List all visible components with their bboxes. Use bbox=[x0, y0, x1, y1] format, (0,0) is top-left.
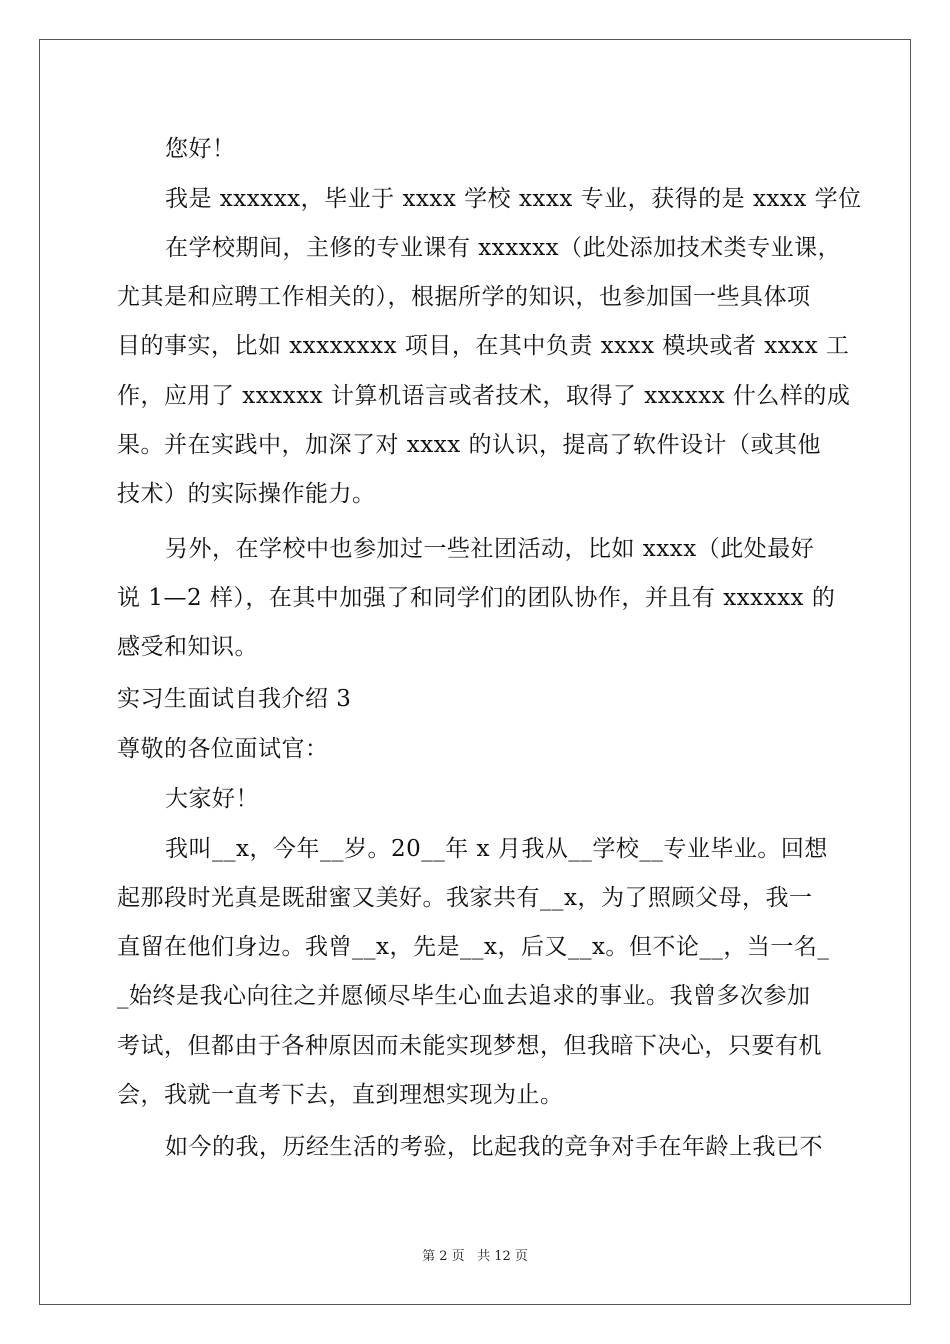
page-number: 第 2 页 bbox=[422, 1249, 465, 1264]
greeting-line: 您好！ bbox=[165, 136, 236, 162]
page-border bbox=[39, 39, 911, 1305]
greeting-line: 大家好！ bbox=[165, 786, 259, 812]
paragraph-line: 尤其是和应聘工作相关的），根据所学的知识，也参加国一些具体项 bbox=[117, 284, 811, 310]
paragraph-line: 考试，但都由于各种原因而未能实现梦想，但我暗下决心，只要有机 bbox=[117, 1033, 822, 1059]
paragraph-line: _始终是我心向往之并愿倾尽毕生心血去追求的事业。我曾多次参加 bbox=[117, 983, 811, 1009]
paragraph-line: 果。并在实践中，加深了对 xxxx 的认识，提高了软件设计（或其他 bbox=[117, 432, 822, 458]
paragraph-line: 感受和知识。 bbox=[117, 634, 258, 660]
paragraph-line: 我是 xxxxxx，毕业于 xxxx 学校 xxxx 专业，获得的是 xxxx 学位 bbox=[165, 186, 862, 212]
salutation-line: 尊敬的各位面试官： bbox=[117, 736, 329, 762]
paragraph-line: 我叫__x，今年__岁。20__年 x 月我从__学校__专业毕业。回想 bbox=[165, 836, 828, 862]
paragraph-line: 说 1—2 样），在其中加强了和同学们的团队协作，并且有 xxxxxx 的 bbox=[117, 585, 836, 611]
page-total: 共 12 页 bbox=[477, 1249, 528, 1264]
paragraph-line: 目的事实，比如 xxxxxxxx 项目，在其中负责 xxxx 模块或者 xxxx 工 bbox=[117, 333, 850, 359]
page-footer bbox=[0, 1248, 950, 1266]
paragraph-line: 直留在他们身边。我曾__x，先是__x，后又__x。但不论__，当一名_ bbox=[117, 934, 830, 960]
paragraph-line: 技术）的实际操作能力。 bbox=[117, 481, 376, 507]
paragraph-line: 在学校期间，主修的专业课有 xxxxxx（此处添加技术类专业课， bbox=[165, 235, 842, 261]
paragraph-line: 如今的我，历经生活的考验，比起我的竞争对手在年龄上我已不 bbox=[165, 1134, 823, 1160]
paragraph-line: 会，我就一直考下去，直到理想实现为止。 bbox=[117, 1082, 564, 1108]
section-heading: 实习生面试自我介绍 3 bbox=[117, 686, 352, 712]
paragraph-line: 起那段时光真是既甜蜜又美好。我家共有__x，为了照顾父母，我一 bbox=[117, 885, 813, 911]
paragraph-line: 另外，在学校中也参加过一些社团活动，比如 xxxx（此处最好 bbox=[165, 536, 815, 562]
paragraph-line: 作，应用了 xxxxxx 计算机语言或者技术，取得了 xxxxxx 什么样的成 bbox=[117, 383, 851, 409]
